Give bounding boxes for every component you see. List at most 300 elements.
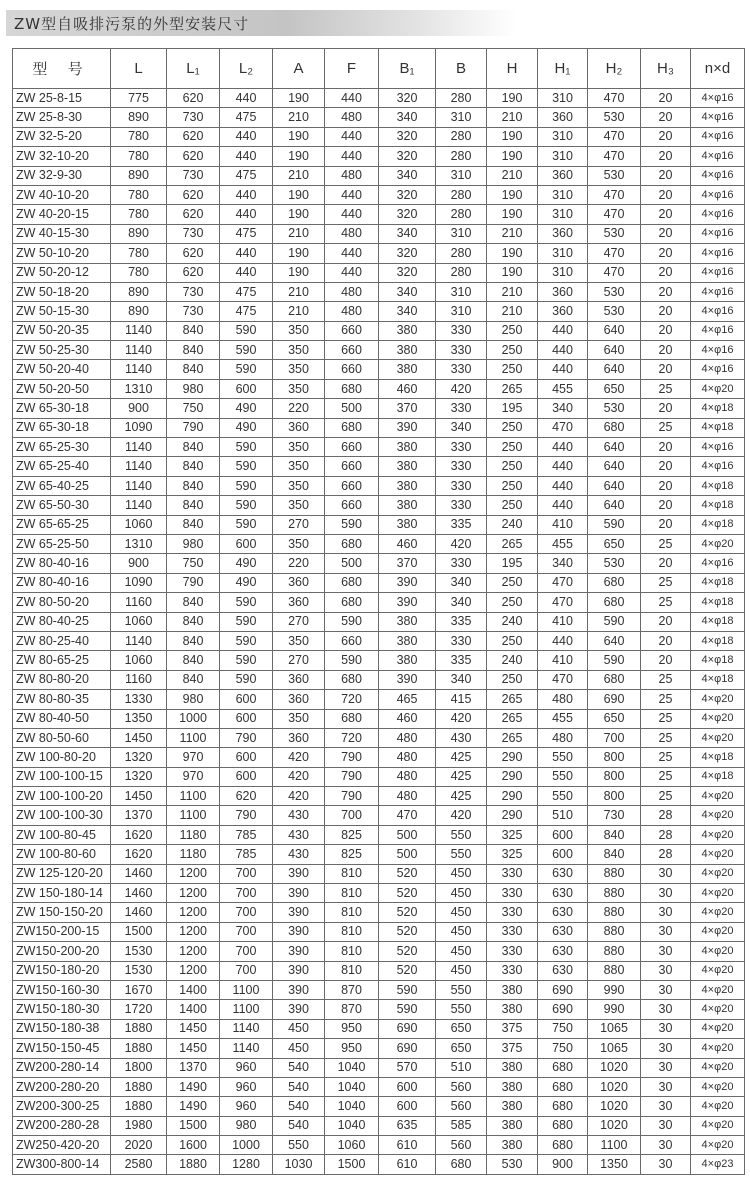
cell-l: 1160 (111, 670, 167, 689)
cell-nxd: 4×φ18 (691, 612, 745, 631)
cell-h1: 630 (538, 903, 588, 922)
table-row (13, 476, 745, 495)
cell-h2: 680 (588, 573, 641, 592)
cell-a: 430 (273, 825, 325, 844)
cell-l2: 600 (220, 534, 273, 553)
table-row (13, 360, 745, 379)
cell-h: 250 (487, 457, 538, 476)
cell-nxd: 4×φ16 (691, 108, 745, 127)
cell-b: 420 (436, 709, 487, 728)
cell-a: 270 (273, 612, 325, 631)
cell-b: 340 (436, 593, 487, 612)
cell-l2: 600 (220, 767, 273, 786)
table-row (13, 942, 745, 961)
cell-l2: 590 (220, 496, 273, 515)
cell-b: 330 (436, 321, 487, 340)
cell-b: 550 (436, 1000, 487, 1019)
cell-l: 1140 (111, 341, 167, 360)
cell-a: 350 (273, 709, 325, 728)
cell-h3: 30 (641, 1077, 691, 1096)
cell-b: 280 (436, 89, 487, 108)
cell-h3: 20 (641, 360, 691, 379)
cell-h3: 30 (641, 1000, 691, 1019)
cell-b1: 380 (379, 360, 436, 379)
cell-model: ZW 50-25-30 (13, 341, 111, 360)
cell-h2: 640 (588, 631, 641, 650)
cell-b: 330 (436, 399, 487, 418)
table-row (13, 263, 745, 282)
cell-b1: 340 (379, 108, 436, 127)
cell-l: 1060 (111, 515, 167, 534)
cell-l: 1880 (111, 1019, 167, 1038)
cell-h: 250 (487, 321, 538, 340)
cell-l2: 1000 (220, 1136, 273, 1155)
cell-f: 440 (325, 147, 379, 166)
cell-f: 950 (325, 1039, 379, 1058)
cell-h1: 550 (538, 787, 588, 806)
cell-a: 390 (273, 864, 325, 883)
cell-b: 430 (436, 728, 487, 747)
cell-b1: 390 (379, 573, 436, 592)
cell-l: 1880 (111, 1077, 167, 1096)
cell-l: 1140 (111, 438, 167, 457)
cell-a: 220 (273, 554, 325, 573)
cell-nxd: 4×φ16 (691, 554, 745, 573)
cell-h: 380 (487, 1077, 538, 1096)
cell-f: 1040 (325, 1116, 379, 1135)
table-row (13, 593, 745, 612)
cell-a: 350 (273, 321, 325, 340)
cell-nxd: 4×φ18 (691, 748, 745, 767)
cell-nxd: 4×φ16 (691, 438, 745, 457)
cell-h2: 530 (588, 554, 641, 573)
cell-h3: 25 (641, 787, 691, 806)
cell-a: 350 (273, 496, 325, 515)
cell-l: 900 (111, 399, 167, 418)
cell-l1: 1180 (167, 845, 220, 864)
header-f: F (325, 49, 379, 89)
cell-b1: 380 (379, 438, 436, 457)
cell-b1: 370 (379, 554, 436, 573)
cell-l2: 700 (220, 961, 273, 980)
cell-f: 1060 (325, 1136, 379, 1155)
cell-f: 1040 (325, 1097, 379, 1116)
cell-l2: 600 (220, 379, 273, 398)
cell-b1: 320 (379, 147, 436, 166)
cell-l2: 590 (220, 612, 273, 631)
cell-model: ZW 50-15-30 (13, 302, 111, 321)
cell-h: 240 (487, 651, 538, 670)
cell-f: 440 (325, 127, 379, 146)
cell-h1: 510 (538, 806, 588, 825)
cell-h1: 680 (538, 1077, 588, 1096)
cell-h3: 30 (641, 1019, 691, 1038)
cell-model: ZW 80-80-35 (13, 690, 111, 709)
cell-h: 380 (487, 1000, 538, 1019)
cell-model: ZW 125-120-20 (13, 864, 111, 883)
cell-h3: 25 (641, 534, 691, 553)
cell-h: 195 (487, 554, 538, 573)
cell-l2: 440 (220, 263, 273, 282)
cell-l2: 590 (220, 651, 273, 670)
cell-l: 1140 (111, 457, 167, 476)
cell-model: ZW 25-8-15 (13, 89, 111, 108)
cell-h: 380 (487, 1136, 538, 1155)
table-row (13, 418, 745, 437)
cell-h1: 440 (538, 476, 588, 495)
cell-nxd: 4×φ20 (691, 1097, 745, 1116)
table-row (13, 1097, 745, 1116)
cell-h3: 20 (641, 108, 691, 127)
cell-nxd: 4×φ20 (691, 961, 745, 980)
table-row (13, 1039, 745, 1058)
header-b1: B₁ (379, 49, 436, 89)
cell-f: 590 (325, 612, 379, 631)
cell-a: 210 (273, 302, 325, 321)
table-row (13, 612, 745, 631)
cell-h1: 310 (538, 127, 588, 146)
cell-h3: 20 (641, 263, 691, 282)
cell-l2: 590 (220, 515, 273, 534)
cell-a: 210 (273, 166, 325, 185)
cell-model: ZW150-160-30 (13, 980, 111, 999)
cell-h3: 25 (641, 767, 691, 786)
cell-model: ZW 100-100-15 (13, 767, 111, 786)
cell-a: 390 (273, 1000, 325, 1019)
cell-h3: 30 (641, 1039, 691, 1058)
cell-l2: 590 (220, 341, 273, 360)
table-row (13, 534, 745, 553)
cell-l: 2580 (111, 1155, 167, 1174)
cell-h3: 25 (641, 379, 691, 398)
cell-h2: 590 (588, 651, 641, 670)
cell-b: 650 (436, 1019, 487, 1038)
table-row (13, 379, 745, 398)
cell-b1: 465 (379, 690, 436, 709)
cell-b: 450 (436, 961, 487, 980)
cell-l: 1370 (111, 806, 167, 825)
table-row (13, 728, 745, 747)
header-nxd: n×d (691, 49, 745, 89)
cell-h: 380 (487, 1058, 538, 1077)
cell-f: 440 (325, 244, 379, 263)
cell-b1: 380 (379, 612, 436, 631)
cell-model: ZW 32-10-20 (13, 147, 111, 166)
cell-l: 890 (111, 282, 167, 301)
cell-h2: 680 (588, 670, 641, 689)
cell-h2: 530 (588, 224, 641, 243)
cell-h1: 440 (538, 438, 588, 457)
cell-a: 190 (273, 205, 325, 224)
cell-l2: 590 (220, 631, 273, 650)
cell-b1: 520 (379, 961, 436, 980)
cell-b1: 500 (379, 845, 436, 864)
cell-b: 310 (436, 282, 487, 301)
cell-nxd: 4×φ16 (691, 89, 745, 108)
cell-h: 250 (487, 418, 538, 437)
cell-h2: 840 (588, 845, 641, 864)
cell-h2: 1020 (588, 1097, 641, 1116)
header-l: L (111, 49, 167, 89)
cell-b: 310 (436, 166, 487, 185)
cell-b1: 500 (379, 825, 436, 844)
cell-h3: 20 (641, 224, 691, 243)
cell-b: 585 (436, 1116, 487, 1135)
cell-l1: 1180 (167, 825, 220, 844)
cell-f: 825 (325, 845, 379, 864)
cell-model: ZW 80-50-60 (13, 728, 111, 747)
cell-f: 660 (325, 438, 379, 457)
cell-b1: 390 (379, 418, 436, 437)
cell-model: ZW150-200-20 (13, 942, 111, 961)
cell-h2: 470 (588, 263, 641, 282)
cell-l2: 700 (220, 922, 273, 941)
cell-l: 1140 (111, 321, 167, 340)
cell-nxd: 4×φ20 (691, 787, 745, 806)
cell-model: ZW 80-40-16 (13, 573, 111, 592)
cell-model: ZW 65-30-18 (13, 399, 111, 418)
cell-nxd: 4×φ23 (691, 1155, 745, 1174)
table-row (13, 205, 745, 224)
cell-b1: 390 (379, 593, 436, 612)
cell-b: 560 (436, 1136, 487, 1155)
cell-f: 660 (325, 321, 379, 340)
cell-l1: 620 (167, 263, 220, 282)
cell-b: 280 (436, 127, 487, 146)
cell-model: ZW 65-65-25 (13, 515, 111, 534)
cell-l1: 1880 (167, 1155, 220, 1174)
cell-model: ZW200-280-20 (13, 1077, 111, 1096)
cell-l1: 840 (167, 593, 220, 612)
cell-l2: 490 (220, 573, 273, 592)
header-h: H (487, 49, 538, 89)
cell-h2: 880 (588, 942, 641, 961)
cell-nxd: 4×φ18 (691, 573, 745, 592)
cell-h2: 590 (588, 515, 641, 534)
cell-l2: 600 (220, 690, 273, 709)
cell-l: 1160 (111, 593, 167, 612)
cell-h3: 30 (641, 1116, 691, 1135)
cell-h2: 470 (588, 89, 641, 108)
cell-f: 660 (325, 631, 379, 650)
cell-b1: 380 (379, 457, 436, 476)
cell-l1: 730 (167, 166, 220, 185)
cell-l1: 1400 (167, 980, 220, 999)
cell-l: 1320 (111, 748, 167, 767)
cell-h: 210 (487, 282, 538, 301)
cell-l: 890 (111, 302, 167, 321)
cell-h2: 530 (588, 302, 641, 321)
cell-f: 680 (325, 418, 379, 437)
cell-a: 550 (273, 1136, 325, 1155)
cell-h1: 680 (538, 1116, 588, 1135)
cell-nxd: 4×φ20 (691, 1058, 745, 1077)
cell-b1: 340 (379, 224, 436, 243)
table-row (13, 922, 745, 941)
cell-model: ZW200-300-25 (13, 1097, 111, 1116)
cell-l: 1980 (111, 1116, 167, 1135)
cell-h1: 440 (538, 457, 588, 476)
cell-l1: 1200 (167, 922, 220, 941)
cell-h3: 30 (641, 980, 691, 999)
cell-h2: 650 (588, 534, 641, 553)
table-row (13, 166, 745, 185)
cell-h: 330 (487, 942, 538, 961)
cell-model: ZW150-200-15 (13, 922, 111, 941)
cell-nxd: 4×φ20 (691, 903, 745, 922)
cell-l1: 620 (167, 205, 220, 224)
cell-l: 780 (111, 127, 167, 146)
cell-h3: 30 (641, 864, 691, 883)
cell-h1: 480 (538, 690, 588, 709)
table-row (13, 670, 745, 689)
cell-a: 190 (273, 244, 325, 263)
cell-b: 280 (436, 263, 487, 282)
cell-l2: 475 (220, 282, 273, 301)
cell-l1: 750 (167, 554, 220, 573)
table-row (13, 767, 745, 786)
cell-h1: 900 (538, 1155, 588, 1174)
cell-f: 480 (325, 302, 379, 321)
cell-model: ZW 80-40-16 (13, 554, 111, 573)
table-row (13, 244, 745, 263)
cell-f: 660 (325, 341, 379, 360)
cell-f: 680 (325, 670, 379, 689)
cell-h1: 690 (538, 980, 588, 999)
table-row (13, 89, 745, 108)
cell-h3: 20 (641, 496, 691, 515)
cell-h1: 630 (538, 961, 588, 980)
cell-h3: 20 (641, 302, 691, 321)
cell-b: 330 (436, 631, 487, 650)
cell-l2: 700 (220, 864, 273, 883)
cell-l1: 1450 (167, 1019, 220, 1038)
cell-h3: 20 (641, 205, 691, 224)
cell-l1: 620 (167, 244, 220, 263)
cell-b1: 380 (379, 631, 436, 650)
cell-h3: 30 (641, 903, 691, 922)
cell-h: 190 (487, 263, 538, 282)
cell-h3: 20 (641, 244, 691, 263)
cell-h: 375 (487, 1019, 538, 1038)
cell-a: 540 (273, 1116, 325, 1135)
cell-f: 660 (325, 496, 379, 515)
cell-a: 430 (273, 806, 325, 825)
cell-f: 590 (325, 651, 379, 670)
cell-l2: 440 (220, 147, 273, 166)
cell-h1: 440 (538, 631, 588, 650)
cell-l2: 1100 (220, 980, 273, 999)
cell-nxd: 4×φ20 (691, 690, 745, 709)
cell-nxd: 4×φ20 (691, 980, 745, 999)
cell-a: 350 (273, 457, 325, 476)
cell-model: ZW 65-25-30 (13, 438, 111, 457)
cell-h1: 310 (538, 185, 588, 204)
cell-l2: 700 (220, 942, 273, 961)
cell-l: 1880 (111, 1039, 167, 1058)
cell-h1: 440 (538, 496, 588, 515)
cell-a: 390 (273, 884, 325, 903)
cell-h3: 20 (641, 399, 691, 418)
cell-l1: 620 (167, 89, 220, 108)
cell-h3: 20 (641, 554, 691, 573)
cell-b: 550 (436, 980, 487, 999)
cell-h2: 640 (588, 341, 641, 360)
cell-l: 1460 (111, 903, 167, 922)
cell-h2: 800 (588, 748, 641, 767)
cell-b: 450 (436, 864, 487, 883)
cell-h2: 690 (588, 690, 641, 709)
cell-l2: 1280 (220, 1155, 273, 1174)
cell-l: 775 (111, 89, 167, 108)
cell-l1: 1450 (167, 1039, 220, 1058)
cell-a: 540 (273, 1097, 325, 1116)
cell-h: 330 (487, 961, 538, 980)
cell-h2: 730 (588, 806, 641, 825)
cell-h2: 800 (588, 767, 641, 786)
cell-h: 190 (487, 147, 538, 166)
table-row (13, 1058, 745, 1077)
cell-h: 250 (487, 670, 538, 689)
cell-h3: 20 (641, 651, 691, 670)
cell-h1: 310 (538, 244, 588, 263)
cell-nxd: 4×φ20 (691, 806, 745, 825)
cell-l2: 1140 (220, 1039, 273, 1058)
cell-h1: 410 (538, 612, 588, 631)
table-row (13, 748, 745, 767)
table-row (13, 1116, 745, 1135)
cell-l1: 840 (167, 321, 220, 340)
cell-l: 2020 (111, 1136, 167, 1155)
cell-l2: 475 (220, 108, 273, 127)
cell-h3: 30 (641, 1155, 691, 1174)
cell-b: 560 (436, 1097, 487, 1116)
cell-l1: 790 (167, 418, 220, 437)
cell-f: 810 (325, 961, 379, 980)
cell-l2: 590 (220, 476, 273, 495)
cell-b1: 380 (379, 651, 436, 670)
cell-l: 1350 (111, 709, 167, 728)
cell-f: 790 (325, 787, 379, 806)
cell-l1: 980 (167, 379, 220, 398)
cell-model: ZW 100-80-60 (13, 845, 111, 864)
cell-l1: 840 (167, 457, 220, 476)
cell-a: 420 (273, 748, 325, 767)
cell-l2: 960 (220, 1097, 273, 1116)
table-row (13, 457, 745, 476)
cell-f: 480 (325, 282, 379, 301)
cell-l2: 700 (220, 903, 273, 922)
cell-l: 890 (111, 108, 167, 127)
cell-h2: 470 (588, 244, 641, 263)
cell-b1: 380 (379, 515, 436, 534)
cell-a: 360 (273, 690, 325, 709)
table-row (13, 1000, 745, 1019)
table-row (13, 1155, 745, 1174)
cell-l1: 840 (167, 515, 220, 534)
cell-nxd: 4×φ16 (691, 166, 745, 185)
cell-l1: 750 (167, 399, 220, 418)
cell-a: 350 (273, 438, 325, 457)
cell-f: 440 (325, 89, 379, 108)
cell-l2: 440 (220, 205, 273, 224)
cell-b1: 380 (379, 341, 436, 360)
cell-model: ZW 65-25-40 (13, 457, 111, 476)
cell-a: 360 (273, 670, 325, 689)
cell-h: 210 (487, 166, 538, 185)
table-row (13, 224, 745, 243)
cell-model: ZW 50-20-50 (13, 379, 111, 398)
